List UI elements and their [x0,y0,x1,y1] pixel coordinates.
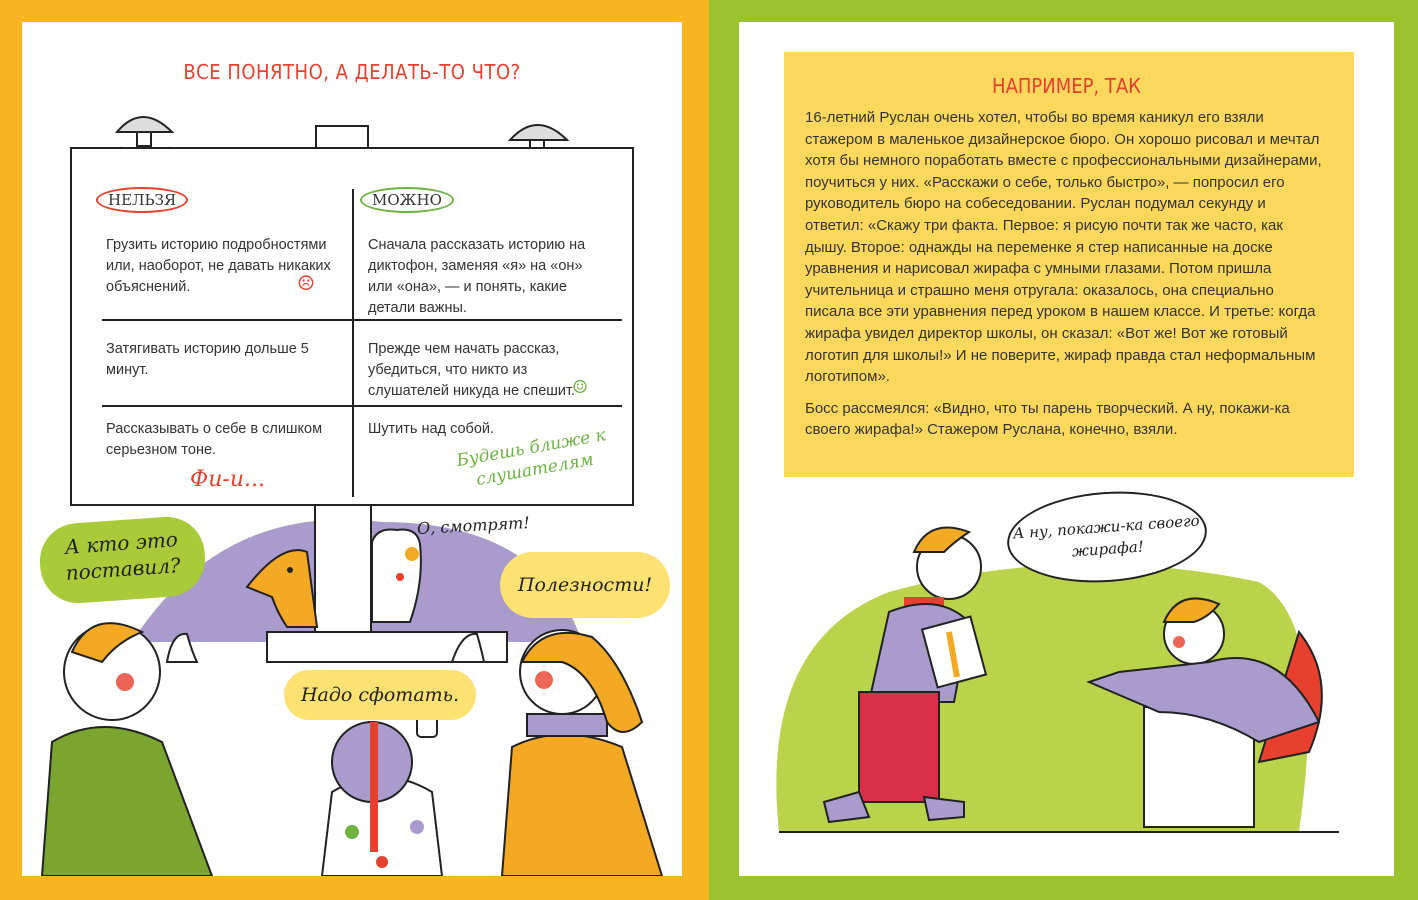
can-row1: Сначала рассказать историю на диктофон, заменяя «я» на «он» или «она», — и понять, какие детали важны. [368,237,586,316]
handwritten-closer: Будешь ближе к слушателям [454,425,608,490]
smile-face-icon: ☺ [572,377,589,398]
right-page [739,22,1394,876]
interview-illustration [739,22,1394,876]
left-page [22,22,682,876]
bubble-show-giraffe: А ну, покажи-ка своего жирафа! [1004,485,1210,589]
bubble-who-put: А кто это поставил? [37,514,207,605]
cannot-row2: Затягивать историю дольше 5 минут. [106,341,309,378]
sad-face-icon: ☹ [297,271,315,295]
cannot-label: НЕЛЬЗЯ [96,187,188,213]
right-page-title: НАПРИМЕР, ТАК [992,74,1141,98]
board-divider-row2 [102,405,622,407]
board-divider-row1 [102,319,622,321]
left-page-title: ВСЕ ПОНЯТНО, А ДЕЛАТЬ-ТО ЧТО? [183,60,521,84]
can-row2: Прежде чем начать рассказ, убедиться, что никто из слушателей никуда не спешит. [368,341,576,399]
cat-illustration [372,530,421,623]
bubble-photo: Надо сфотать. [284,670,476,720]
story-paragraph-1: 16-летний Руслан очень хотел, чтобы во время каникул его взяли стажером в маленькое дизайнерское бюро. Он хорошо рисовал и мечтал хотя бы немного поработать вместе с профессиональными дизайнерами, поучиться у них. «Расскажи о себе, только быстро», — попросил его руководитель бюро на собеседовании. Руслан подумал секунду и ответил: «Скажу три факта. Первое: я рисую почти так же часто, как дышу. Второе: однажды на переменке я стер написанные на доске уравнения и нарисовал жирафа с умными глазами. Потом пришла учительница и страшно меня отругала: оказалось, она специально писала все эти уравнения перед уроком в нашем классе. И третье: когда жирафа увидел директор школы, он сказал: «Вот же! Вот же готовый логотип для школы!» И не поверите, жираф правда стал неформальным логотипом». [805,109,1322,386]
can-label: МОЖНО [360,187,454,213]
cannot-row1: Грузить историю подробностями или, наоборот, не давать никаких объяснений. [106,237,331,295]
girl-yellow-illustration [502,630,662,876]
board-divider-vertical [352,189,354,497]
bubble-look: О, смотрят! [416,513,531,538]
handwritten-fi: Фи-и... [190,467,266,492]
tips-board [70,147,634,506]
bubble-useful: Полезности! [500,552,670,618]
story-paragraph-2: Босс рассмеялся: «Видно, что ты парень творческий. А ну, покажи-ка своего жирафа!» Стажером Руслана, конечно, взяли. [805,399,1290,439]
girl-purple-illustration [322,702,442,876]
cannot-row3: Рассказывать о себе в слишком серьезном тоне. [106,421,323,458]
can-row3: Шутить над собой. [368,421,495,437]
